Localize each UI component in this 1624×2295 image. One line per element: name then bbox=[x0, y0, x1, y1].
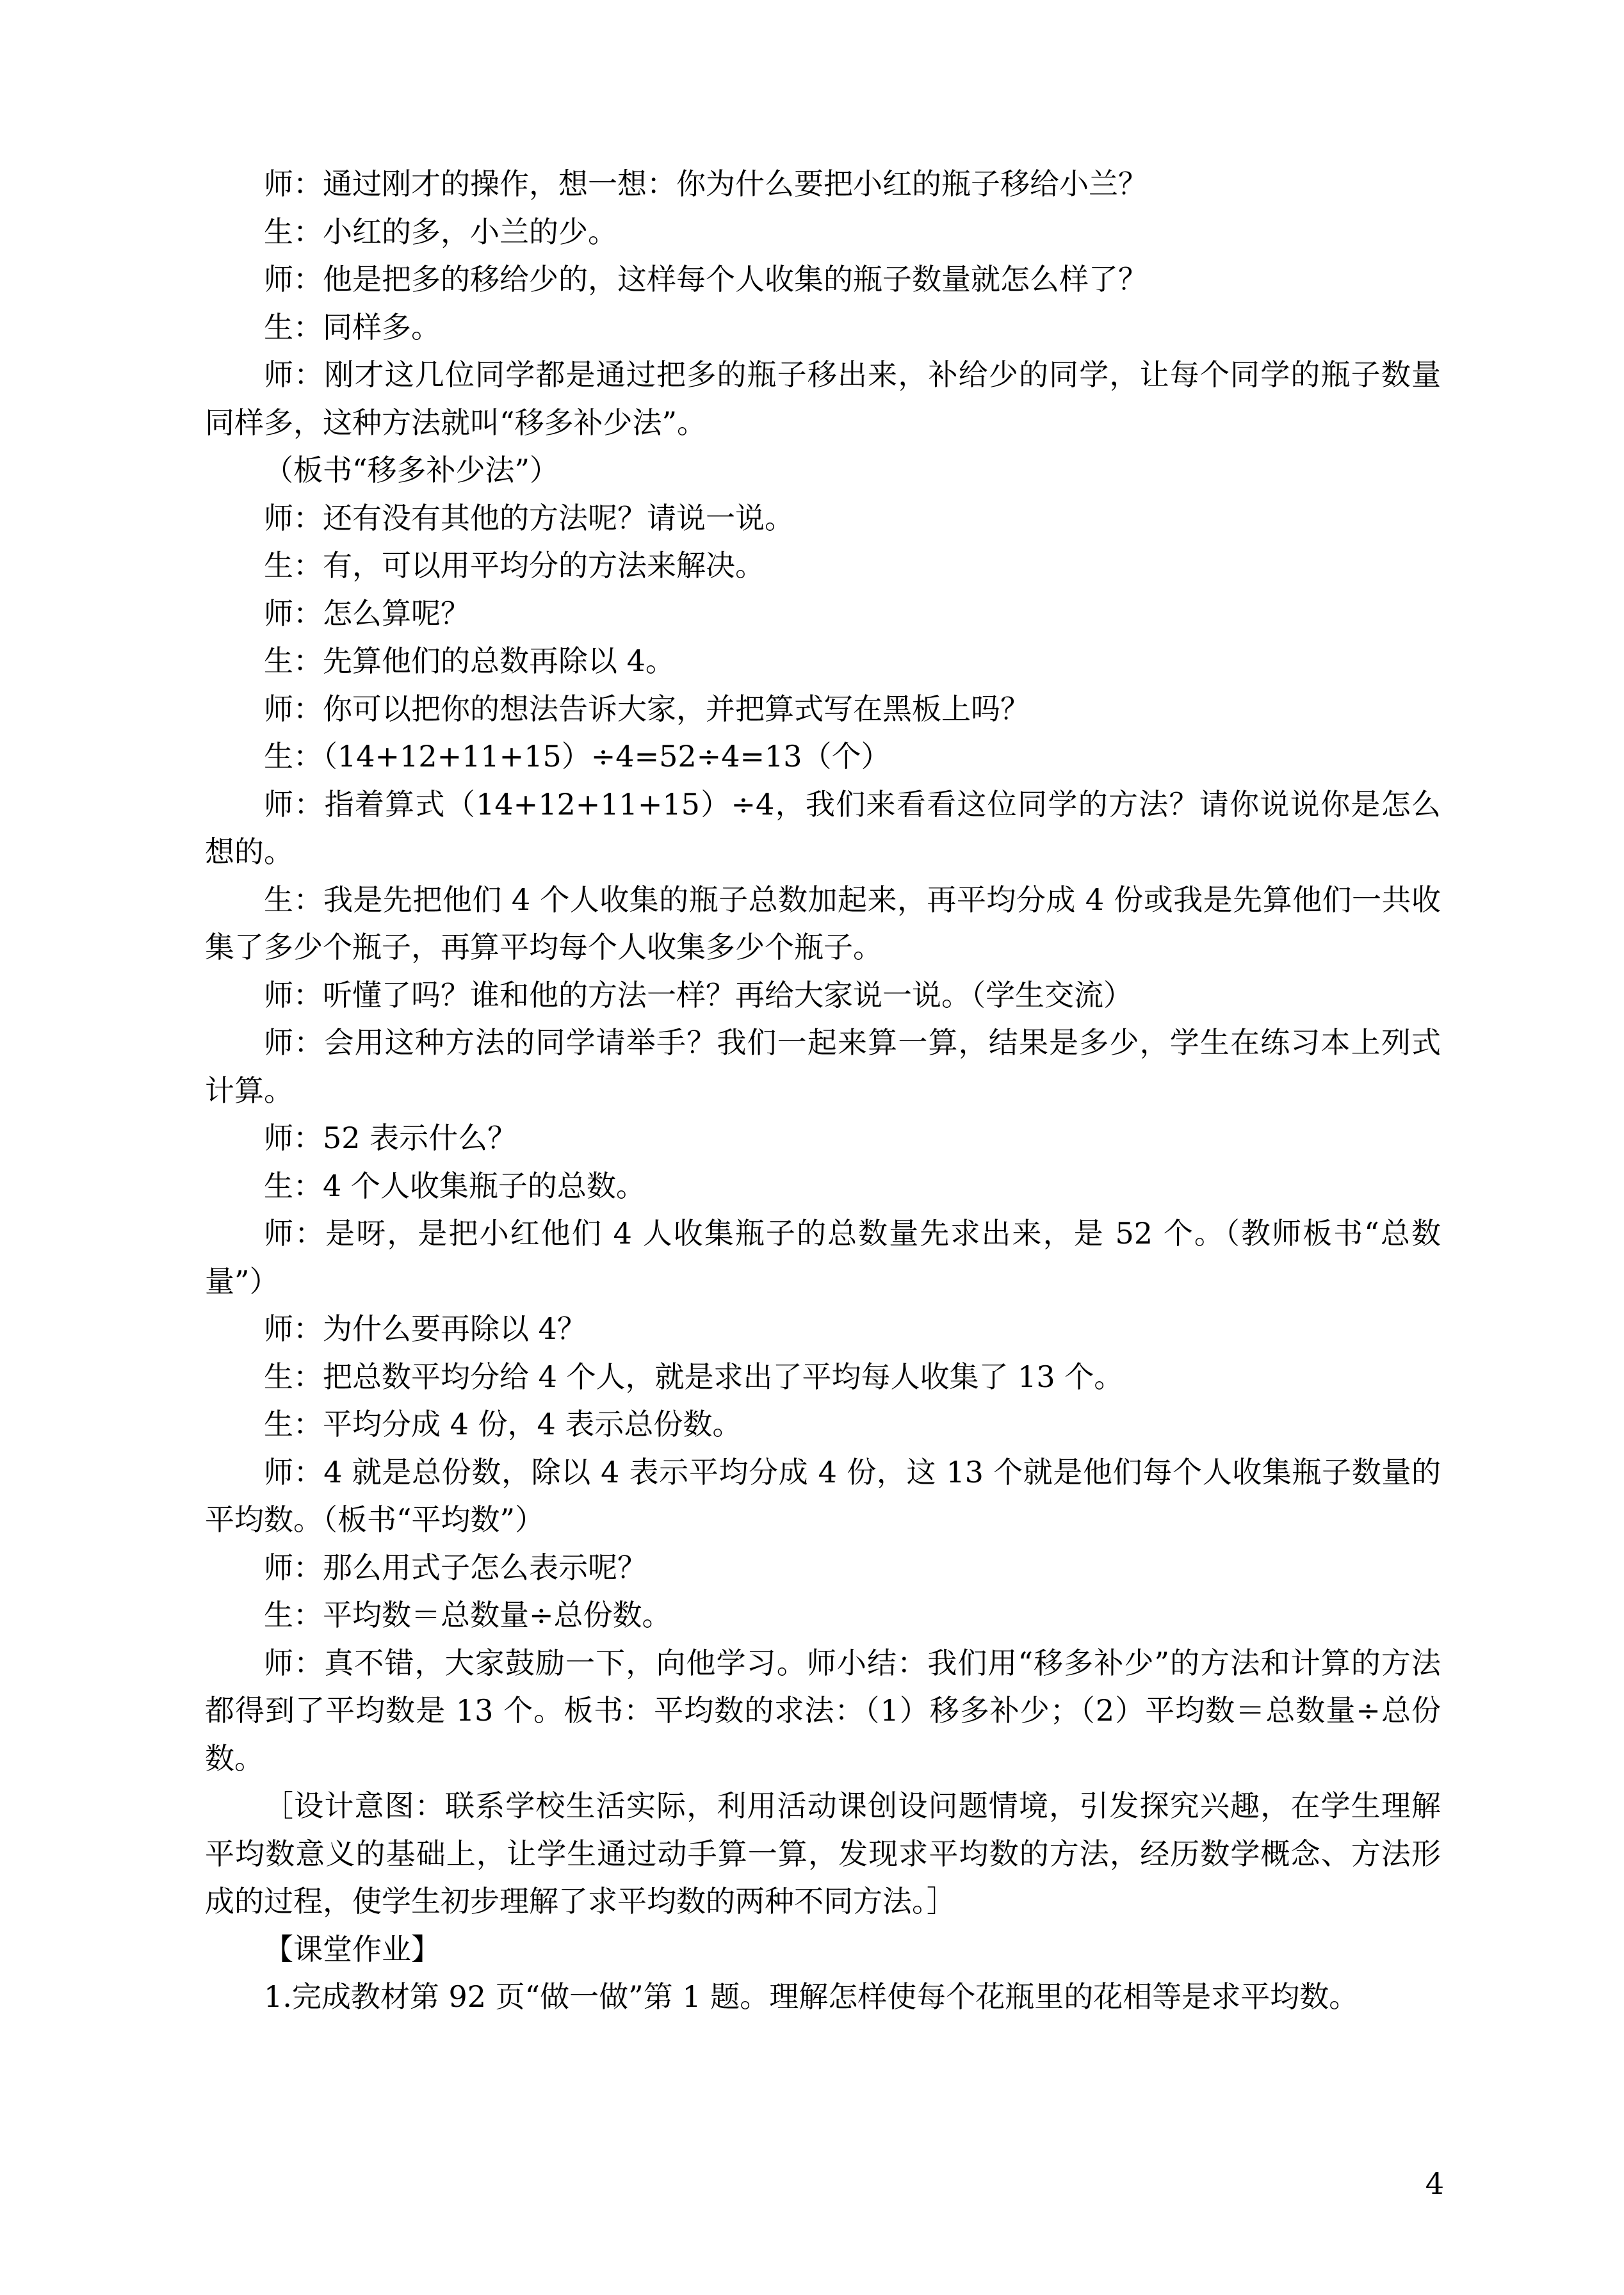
paragraph: 师：还有没有其他的方法呢？请说一说。 bbox=[264, 500, 794, 535]
paragraph: 师：那么用式子怎么表示呢？ bbox=[264, 1550, 647, 1585]
board-note: （板书“移多补少法”） bbox=[264, 453, 560, 487]
paragraph: 生：4 个人收集瓶子的总数。 bbox=[264, 1168, 646, 1203]
paragraph: 师：52 表示什么？ bbox=[264, 1121, 517, 1155]
paragraph: 师：是呀，是把小红他们 4 人收集瓶子的总数量先求出来，是 52 个。（教师板书“总数量”） bbox=[205, 1216, 1441, 1299]
paragraph: 生：把总数平均分给 4 个人，就是求出了平均每人收集了 13 个。 bbox=[264, 1359, 1124, 1394]
paragraph: 师：真不错，大家鼓励一下，向他学习。师小结：我们用“移多补少”的方法和计算的方法都得到了平均数是 13 个。板书：平均数的求法：（1）移多补少；（2）平均数＝总数量÷总份数。 bbox=[205, 1645, 1441, 1776]
paragraph: 师：通过刚才的操作，想一想：你为什么要把小红的瓶子移给小兰？ bbox=[264, 166, 1148, 201]
paragraph: 师：4 就是总份数，除以 4 表示平均分成 4 份，这 13 个就是他们每个人收集瓶子数量的平均数。（板书“平均数”） bbox=[205, 1454, 1441, 1537]
paragraph: 师：会用这种方法的同学请举手？我们一起来算一算，结果是多少，学生在练习本上列式计算。 bbox=[205, 1025, 1441, 1108]
formula-paragraph: 生：（14+12+11+15）÷4=52÷4=13（个） bbox=[264, 739, 891, 774]
paragraph: 师：听懂了吗？谁和他的方法一样？再给大家说一说。（学生交流） bbox=[264, 977, 1133, 1012]
paragraph: 师：他是把多的移给少的，这样每个人收集的瓶子数量就怎么样了？ bbox=[264, 262, 1148, 296]
paragraph: 师：你可以把你的想法告诉大家，并把算式写在黑板上吗？ bbox=[264, 691, 1030, 726]
design-intent-note: ［设计意图：联系学校生活实际，利用活动课创设问题情境，引发探究兴趣，在学生理解平均数意义的基础上，让学生通过动手算一算，发现求平均数的方法，经历数学概念、方法形成的过程，使学生初步理解了求平均数的两种不同方法。］ bbox=[205, 1788, 1441, 1918]
paragraph: 生：先算他们的总数再除以 4。 bbox=[264, 644, 675, 678]
paragraph: 生：平均分成 4 份，4 表示总份数。 bbox=[264, 1407, 742, 1441]
document-body bbox=[205, 160, 1441, 2021]
section-heading: 【课堂作业】 bbox=[264, 1931, 441, 1967]
exercise-item: 1.完成教材第 92 页“做一做”第 1 题。理解怎样使每个花瓶里的花相等是求平均数。 bbox=[264, 1979, 1359, 2014]
paragraph: 生：我是先把他们 4 个人收集的瓶子总数加起来，再平均分成 4 份或我是先算他们一共收集了多少个瓶子，再算平均每个人收集多少个瓶子。 bbox=[205, 882, 1441, 964]
paragraph: 师：刚才这几位同学都是通过把多的瓶子移出来，补给少的同学，让每个同学的瓶子数量同样多，这种方法就叫“移多补少法”。 bbox=[205, 357, 1441, 440]
paragraph: 生：有，可以用平均分的方法来解决。 bbox=[264, 548, 765, 583]
formula-paragraph: 生：平均数＝总数量÷总份数。 bbox=[264, 1598, 672, 1632]
paragraph: 师：怎么算呢？ bbox=[264, 596, 470, 631]
paragraph: 师：指着算式（14+12+11+15）÷4，我们来看看这位同学的方法？请你说说你是怎么想的。 bbox=[205, 786, 1441, 869]
paragraph: 生：同样多。 bbox=[264, 309, 441, 345]
paragraph: 师：为什么要再除以 4？ bbox=[264, 1311, 587, 1346]
paragraph: 生：小红的多，小兰的少。 bbox=[264, 214, 617, 249]
page-number: 4 bbox=[1425, 2166, 1444, 2201]
